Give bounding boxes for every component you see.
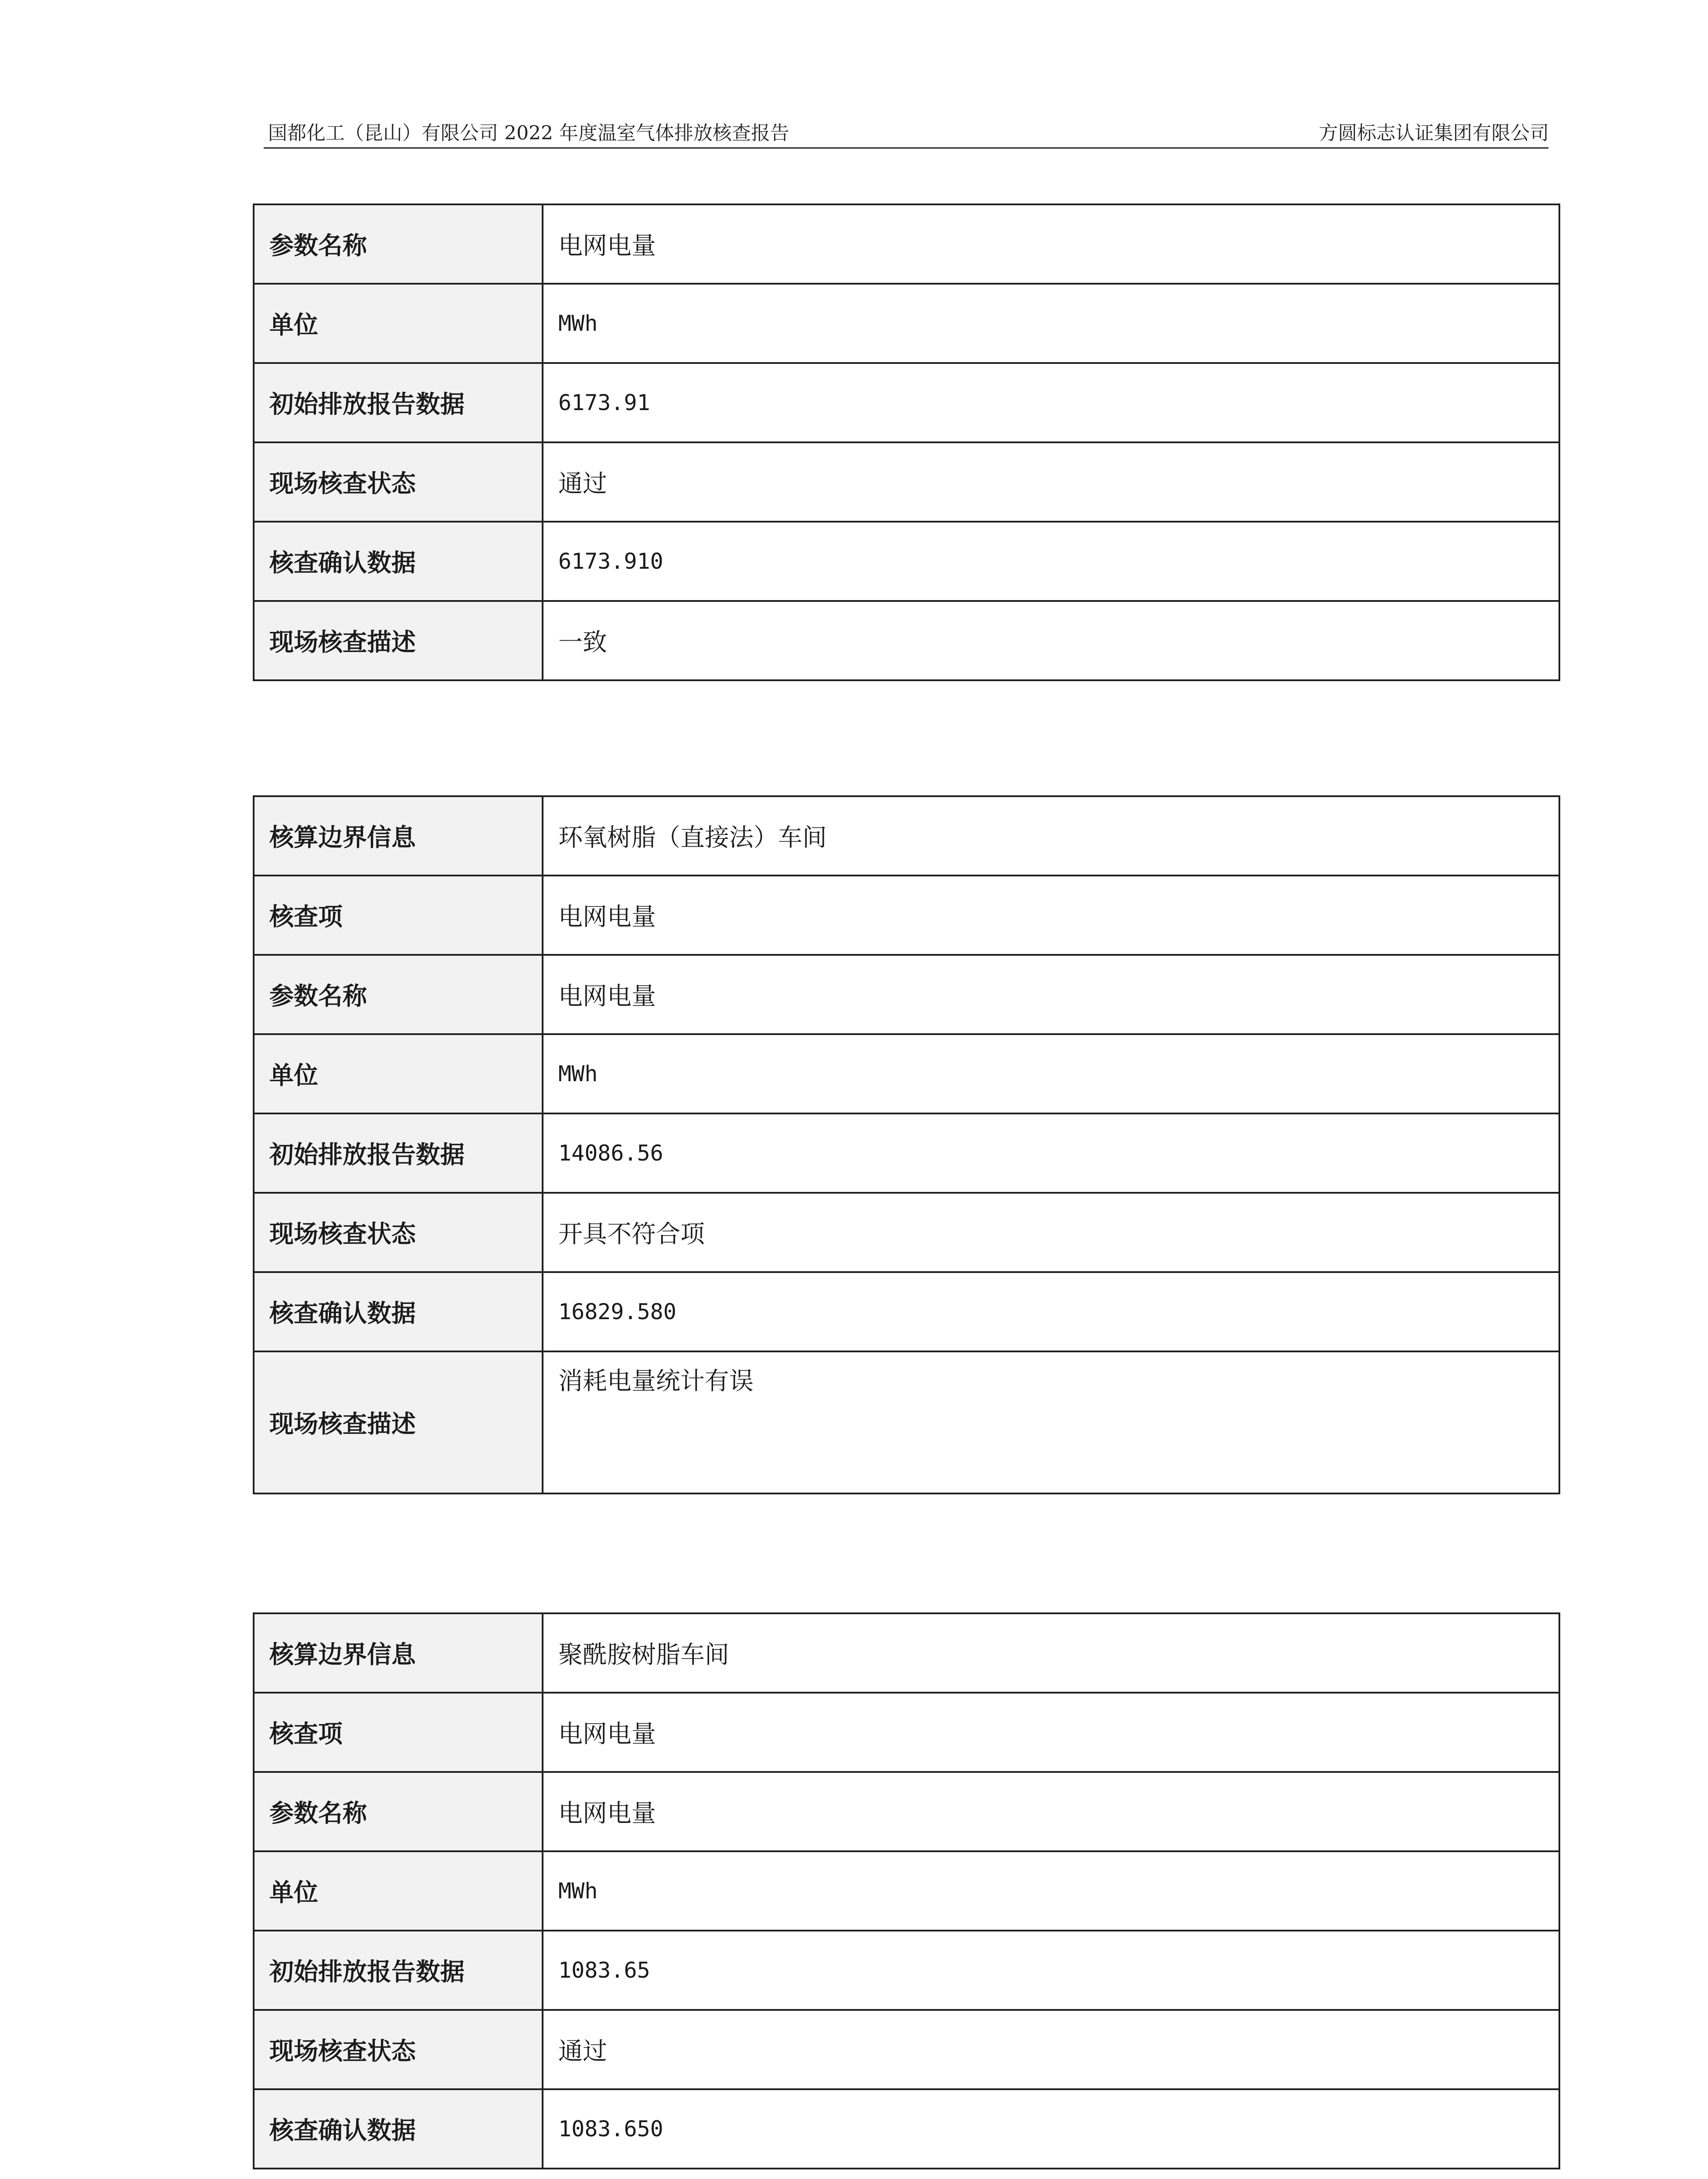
row-label: 核查项 [254,876,543,955]
header-report-title: 国都化工（昆山）有限公司 2022 年度温室气体排放核查报告 [268,122,789,144]
row-label: 现场核查状态 [254,2010,543,2089]
row-label: 单位 [254,1851,543,1931]
row-label: 初始排放报告数据 [254,1113,543,1193]
row-label: 参数名称 [254,955,543,1034]
table-row [254,796,1559,876]
row-value: 电网电量 [543,955,1559,1034]
row-label: 核查确认数据 [254,522,543,601]
row-value: 电网电量 [543,204,1559,284]
row-value: 环氧树脂（直接法）车间 [543,796,1559,876]
row-value: 通过 [543,2010,1559,2089]
table-row [254,1693,1559,1772]
row-label: 核查确认数据 [254,1272,543,1351]
table-row [254,1034,1559,1113]
row-value: 开具不符合项 [543,1193,1559,1272]
row-value: 1083.65 [543,1931,1559,2010]
table-row [254,1931,1559,2010]
table-row [254,1113,1559,1193]
row-value: 1083.650 [543,2089,1559,2169]
table-row [254,363,1559,442]
row-value: 一致 [543,601,1559,680]
row-value: 6173.910 [543,522,1559,601]
row-value: 消耗电量统计有误 [543,1351,1559,1493]
table-row [254,1193,1559,1272]
row-label: 初始排放报告数据 [254,363,543,442]
row-label: 核查确认数据 [254,2089,543,2169]
table-row [254,204,1559,284]
table-row [254,601,1559,680]
table-row [254,1613,1559,1693]
row-value: 6173.91 [543,363,1559,442]
verification-table-2 [253,795,1560,1494]
verification-table-3 [253,1612,1560,2169]
row-label: 核算边界信息 [254,796,543,876]
table-row [254,2089,1559,2169]
table-row [254,876,1559,955]
row-label: 单位 [254,284,543,363]
row-value: 电网电量 [543,876,1559,955]
row-value: MWh [543,1851,1559,1931]
row-value: 16829.580 [543,1272,1559,1351]
table-row [254,1351,1559,1493]
row-label: 参数名称 [254,1772,543,1851]
row-label: 现场核查描述 [254,1351,543,1493]
verification-table-1 [253,204,1560,681]
table-row [254,2010,1559,2089]
table-row [254,1851,1559,1931]
row-label: 现场核查描述 [254,601,543,680]
table-row [254,284,1559,363]
table-row [254,442,1559,522]
row-label: 核查项 [254,1693,543,1772]
header-company-name: 方圆标志认证集团有限公司 [1319,122,1549,144]
row-label: 核算边界信息 [254,1613,543,1693]
row-value: 14086.56 [543,1113,1559,1193]
row-label: 参数名称 [254,204,543,284]
row-value: 通过 [543,442,1559,522]
table-row [254,955,1559,1034]
table-row [254,1772,1559,1851]
row-label: 单位 [254,1034,543,1113]
row-value: 电网电量 [543,1772,1559,1851]
row-value: MWh [543,284,1559,363]
row-value: MWh [543,1034,1559,1113]
row-label: 现场核查状态 [254,1193,543,1272]
table-row [254,522,1559,601]
table-row [254,1272,1559,1351]
row-label: 初始排放报告数据 [254,1931,543,2010]
header-divider [264,147,1548,149]
row-label: 现场核查状态 [254,442,543,522]
row-value: 聚酰胺树脂车间 [543,1613,1559,1693]
row-value: 电网电量 [543,1693,1559,1772]
